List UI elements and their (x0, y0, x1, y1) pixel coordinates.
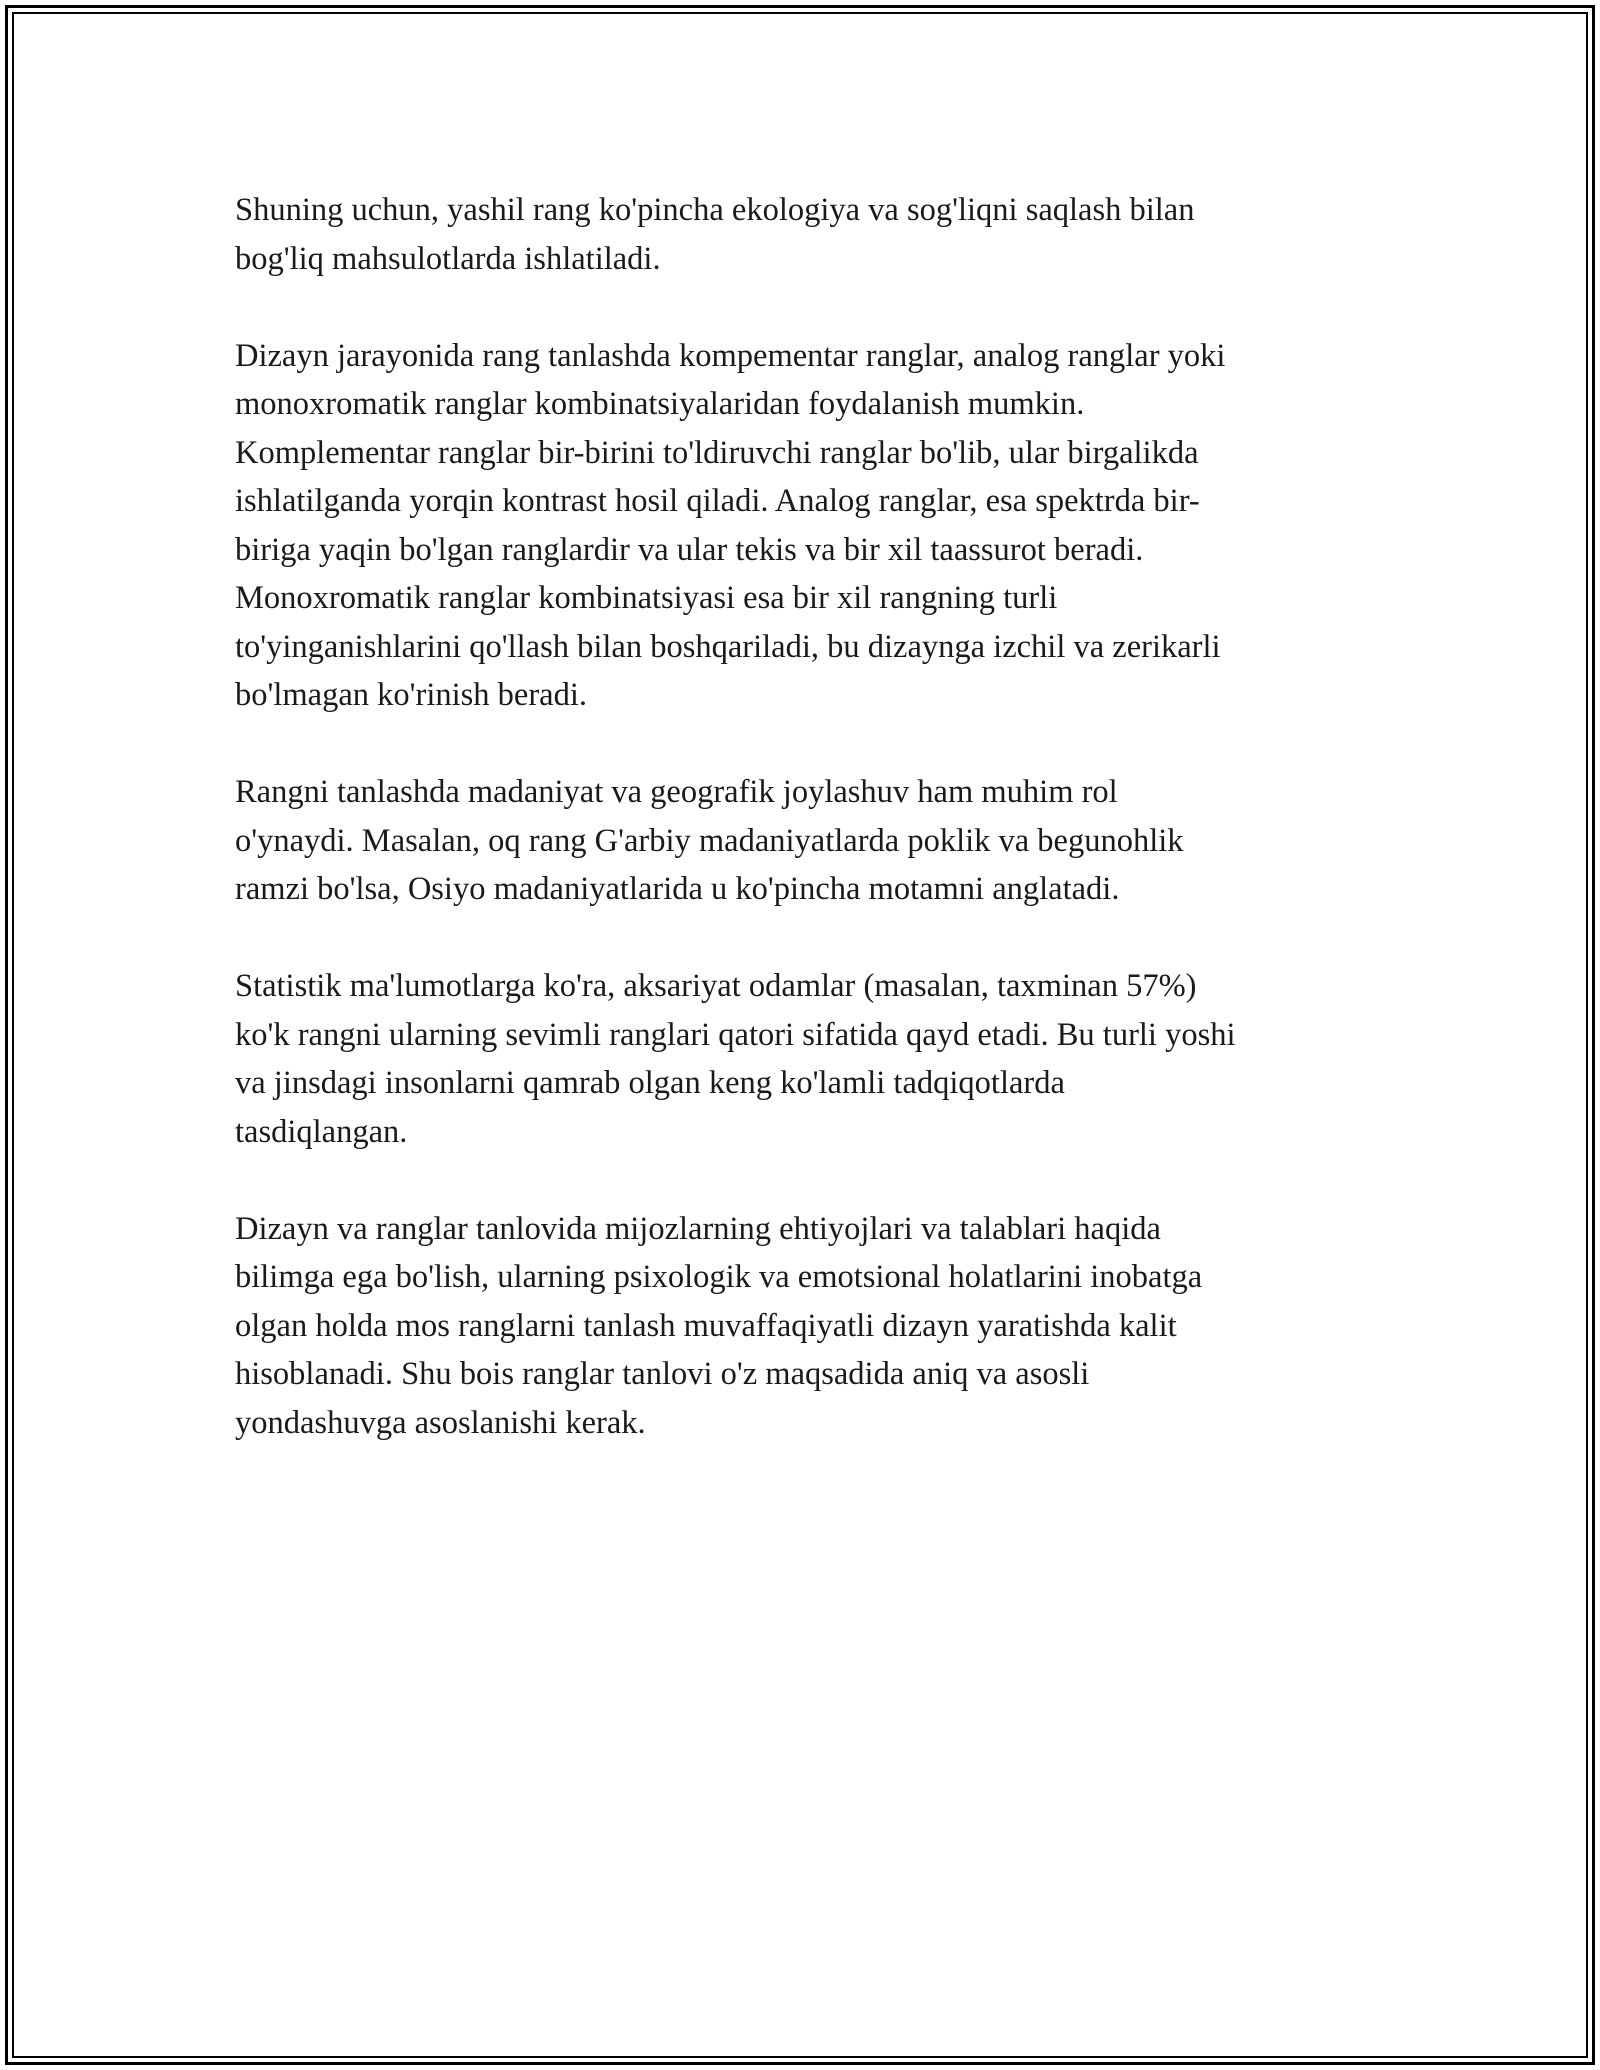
text-line: biriga yaqin bo'lgan ranglardir va ular tekis va bir xil taassurot beradi. (235, 531, 1144, 568)
text-line: tasdiqlangan. (235, 1113, 408, 1150)
text-line: Dizayn jarayonida rang tanlashda kompementar ranglar, analog ranglar yoki (235, 337, 1226, 374)
text-line: monoxromatik ranglar kombinatsiyalaridan foydalanish mumkin. (235, 386, 1085, 422)
paragraph (235, 962, 1375, 1156)
paragraph (235, 768, 1375, 914)
text-line: Shuning uchun, yashil rang ko'pincha ekologiya va sog'liqni saqlash bilan (235, 192, 1195, 228)
text-line: to'yinganishlarini qo'llash bilan boshqariladi, bu dizaynga izchil va zerikarli (235, 628, 1221, 665)
text-line: ishlatilganda yorqin kontrast hosil qiladi. Analog ranglar, esa spektrda bir- (235, 483, 1200, 519)
paragraph (235, 1205, 1375, 1448)
text-line: Dizayn va ranglar tanlovida mijozlarning ehtiyojlari va talablari haqida (235, 1210, 1161, 1247)
text-line: o'ynaydi. Masalan, oq rang G'arbiy madaniyatlarda poklik va begunohlik (235, 822, 1184, 859)
text-line: Komplementar ranglar bir-birini to'ldiruvchi ranglar bo'lib, ular birgalikda (235, 434, 1199, 471)
text-line: Statistik ma'lumotlarga ko'ra, aksariyat odamlar (masalan, taxminan 57%) (235, 968, 1197, 1004)
text-line: bo'lmagan ko'rinish beradi. (235, 677, 587, 713)
text-line: hisoblanadi. Shu bois ranglar tanlovi o'z maqsadida aniq va asosli (235, 1356, 1090, 1392)
paragraph (235, 332, 1375, 720)
text-line: Rangni tanlashda madaniyat va geografik joylashuv ham muhim rol (235, 774, 1118, 810)
text-line: olgan holda mos ranglarni tanlash muvaffaqiyatli dizayn yaratishda kalit (235, 1307, 1177, 1344)
text-line: yondashuvga asoslanishi kerak. (235, 1404, 646, 1441)
text-line: ramzi bo'lsa, Osiyo madaniyatlarida u ko'pincha motamni anglatadi. (235, 871, 1120, 907)
text-line: va jinsdagi insonlarni qamrab olgan keng ko'lamli tadqiqotlarda (235, 1065, 1065, 1101)
text-line: bog'liq mahsulotlarda ishlatiladi. (235, 240, 661, 277)
text-line: ko'k rangni ularning sevimli ranglari qatori sifatida qayd etadi. Bu turli yoshi (235, 1016, 1236, 1053)
text-line: bilimga ega bo'lish, ularning psixologik va emotsional holatlarini inobatga (235, 1259, 1203, 1295)
paragraph (235, 186, 1375, 283)
document-body (235, 186, 1375, 1496)
text-line: Monoxromatik ranglar kombinatsiyasi esa bir xil rangning turli (235, 580, 1058, 616)
